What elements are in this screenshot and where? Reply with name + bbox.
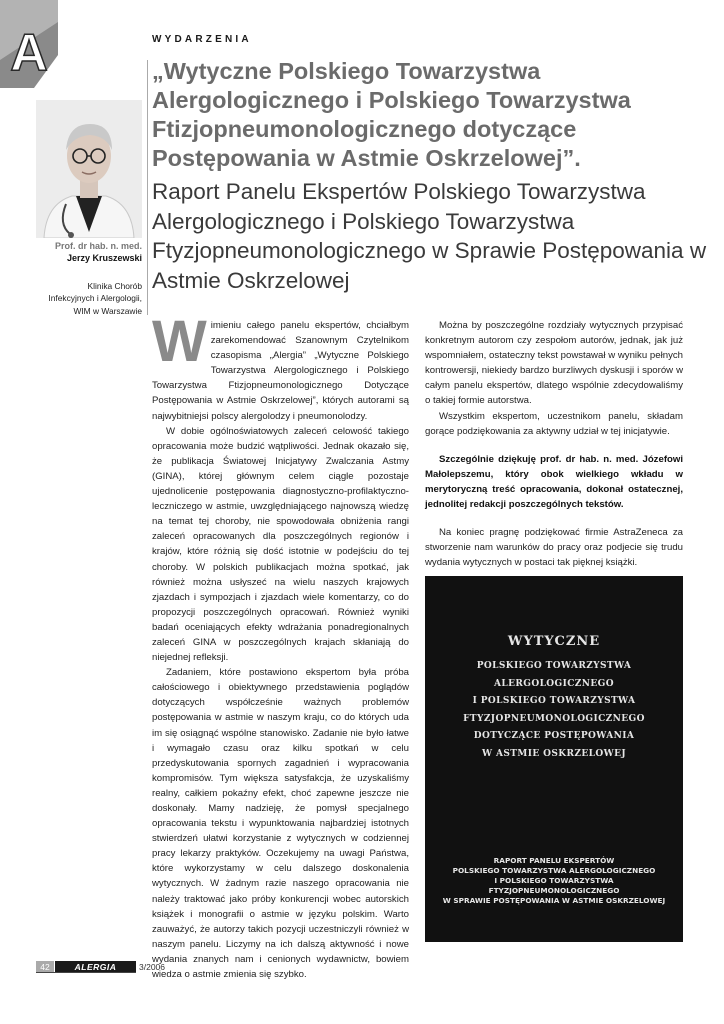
author-name: Jerzy Kruszewski (66, 253, 142, 263)
body-column-2 (425, 318, 683, 570)
footer-rule (36, 972, 136, 973)
section-label: WYDARZENIA (152, 34, 252, 45)
divider-line (147, 60, 148, 315)
acknowledgement-paragraph: Szczególnie dziękuję prof. dr hab. n. med. Józefowi Małolepszemu, który obok wielkiego wkładu w merytoryczną treść opracowania, dokonał ostatecznej, jednolitej redakcji poszczególnych tekstów. (425, 453, 683, 511)
body-paragraph: Na koniec pragnę podziękować firmie AstraZeneca za stworzenie nam warunków do pracy oraz podjecie się trudu wydania wytycznych w postaci tak pięknej książki. (425, 527, 683, 569)
journal-brand: ALERGIA (55, 961, 136, 973)
author-byline (55, 240, 142, 264)
book-title: WYTYCZNE (507, 634, 601, 649)
page-number: 42 (36, 961, 54, 973)
article-subtitle: Raport Panelu Ekspertów Polskiego Towarzystwa Alergologicznego i Polskiego Towarzystwa Ftyzjopneumonologicznego w Sprawie Postępowania w Astmie Oskrzelowej (152, 179, 707, 293)
body-paragraph: Można by poszczególne rozdziały wytycznych przypisać konkretnym autorom czy zespołom autorów, jednak, jak już wspomniałem, ostateczny tekst powstawał w wyniku pełnych kontrowersji, niekiedy bardzo burzliwych dyskusji i sporów w całym panelu ekspertów, dlatego wspólnie zdecydowaliśmy o takiej formie autorstwa. (425, 320, 683, 407)
issue-number: 3/2006 (139, 962, 165, 972)
author-photo (36, 100, 142, 238)
affiliation-line: Klinika Chorób (87, 281, 142, 291)
book-subtitle: POLSKIEGO TOWARZYSTWA ALERGOLOGICZNEGO I POLSKIEGO TOWARZYSTWA FTYZJOPNEUMONOLOGICZNEGO DOTYCZĄCE POSTĘPOWANIA W ASTMIE OSKRZELOWEJ (463, 661, 645, 759)
body-paragraph: Wszystkim ekspertom, uczestnikom panelu, składam gorące podziękowania za aktywny udział w tej inicjatywie. (425, 410, 683, 437)
drop-cap: W (152, 309, 207, 374)
affiliation-line: WIM w Warszawie (73, 305, 142, 316)
affiliation-line: Infekcyjnych i Alergologii, (48, 293, 142, 304)
author-affiliation (48, 280, 142, 317)
book-cover-image (425, 576, 683, 942)
body-paragraph: W dobie ogólnoświatowych zaleceń celowość takiego opracowania może budzić wątpliwości. Jednak okazało się, że publikacja Światowej Inicjatywy Zwalczania Astmy (GINA), której głównym celem ciągle pozostaje ujednolicenie postępowania diagnostyczno-profilaktyczno-leczniczego w astmie, uwzględniającego najnowszą wiedzę na temat tej choroby, nie spowodowała obniżenia rangi zaleceń opracowanych dla poszczególnych regionów i krajów, które różnią się dość istotnie w podejściu do tej choroby. W polskich publikacjach można spotkać, jak również można usłyszeć na wielu naszych krajowych zjazdach i sympozjach i zjazdach wiele komentarzy, co do propozycji poszczególnych opracowań. Również wyniki badań oceniających efekty wdrażania ponadregionalnych zaleceń GINA w poszczególnych krajach skłaniają do niejednej refleksji. (152, 425, 409, 664)
corner-letter: A (10, 24, 48, 82)
body-column-1 (152, 309, 409, 982)
body-paragraph: Wimieniu całego panelu ekspertów, chciałbym zarekomendować Szanownym Czytelnikom czasopisma „Alergia” „Wytyczne Polskiego Towarzystwa Alergologicznego i Polskiego Towarzystwa Ftizjopneumonologicznego Dotyczące Postępowania w Astmie Oskrzelowej”, których autorami są najwybitniejsi polscy alergolodzy i pneumonolodzy. (152, 309, 409, 422)
corner-logo (0, 0, 58, 88)
author-degree: Prof. dr hab. n. med. (54, 241, 142, 251)
book-report-text: RAPORT PANELU EKSPERTÓW POLSKIEGO TOWARZYSTWA ALERGOLOGICZNEGO I POLSKIEGO TOWARZYSTWA FTYZJOPNEUMONOLOGICZNEGO W SPRAWIE POSTĘPOWANIA W ASTMIE OSKRZELOWEJ (442, 856, 666, 905)
article-title: „Wytyczne Polskiego Towarzystwa Alergologicznego i Polskiego Towarzystwa Ftizjopneumonologicznego dotyczące Postępowania w Astmie Oskrzelowej”. (152, 58, 631, 171)
body-paragraph: Zadaniem, które postawiono ekspertom była próba całościowego i obiektywnego przedstawienia poglądów dotyczących współcześnie ważnych problemów postępowania w astmie w naszym kraju, co do których uda im się osiągnąć wspólne stanowisko. Zadanie nie było łatwe i wymagało czasu oraz kilku spotkań w celu przedyskutowania spornych zagadnień i wypracowania kompromisów. Tym większa satysfakcja, że uzyskaliśmy realny, całkiem pokaźny efekt, choć zapewne jeszcze nie doskonały. Mamy nadzieję, że pomysł specjalnego opracowania tekstu i wypunktowania najbardziej istotnych stwierdzeń ułatwi korzystanie z wytycznych w codziennej pracy lekarzy praktyków. Oczekujemy na uwagi Państwa, które wykorzystamy w celu dalszego doskonalenia wytycznych. W żadnym razie naszego opracowania nie należy traktować jako próby konkurencji wobec autorskich książek i monografii o astmie w języku polskim. Warto zauważyć, że autorzy takich pozycji uczestniczyli również w naszym panelu. Liczymy na ich dalszą aktywność i nowe wydania znanych nam i cenionych wydawnictw, bowiem wiedza o astmie zmienia się szybko. (152, 667, 409, 981)
